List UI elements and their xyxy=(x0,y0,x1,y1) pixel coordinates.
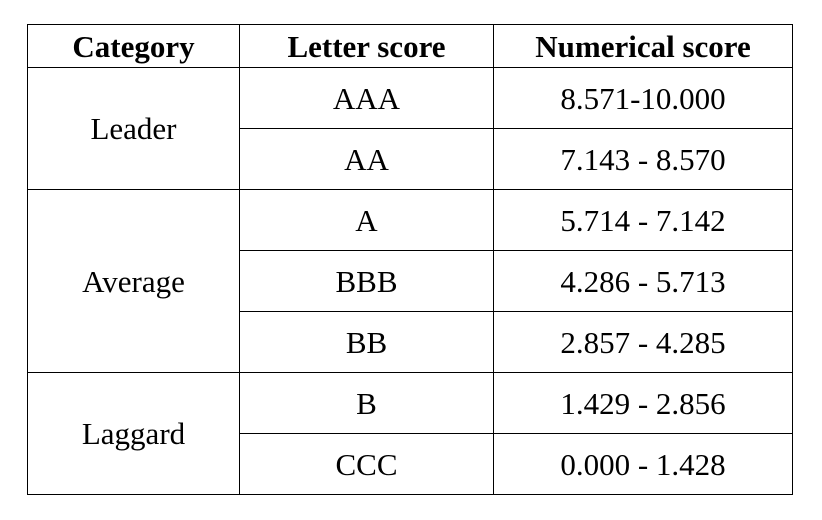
letter-score-cell: B xyxy=(240,373,494,434)
numerical-score-cell: 7.143 - 8.570 xyxy=(494,129,793,190)
numerical-score-cell: 0.000 - 1.428 xyxy=(494,434,793,495)
header-row xyxy=(28,25,793,68)
table-row xyxy=(28,190,793,251)
letter-score-cell: AA xyxy=(240,129,494,190)
category-cell-average: Average xyxy=(28,190,240,373)
numerical-score-cell: 1.429 - 2.856 xyxy=(494,373,793,434)
table-row xyxy=(28,68,793,129)
numerical-score-cell: 8.571-10.000 xyxy=(494,68,793,129)
table-header xyxy=(28,25,793,68)
header-category: Category xyxy=(28,25,240,68)
numerical-score-cell: 5.714 - 7.142 xyxy=(494,190,793,251)
letter-score-cell: A xyxy=(240,190,494,251)
header-letter-score: Letter score xyxy=(240,25,494,68)
letter-score-cell: CCC xyxy=(240,434,494,495)
letter-score-cell: BBB xyxy=(240,251,494,312)
score-table xyxy=(27,24,793,495)
table-body xyxy=(28,68,793,495)
numerical-score-cell: 2.857 - 4.285 xyxy=(494,312,793,373)
category-cell-leader: Leader xyxy=(28,68,240,190)
header-numerical-score: Numerical score xyxy=(494,25,793,68)
letter-score-cell: BB xyxy=(240,312,494,373)
letter-score-cell: AAA xyxy=(240,68,494,129)
category-cell-laggard: Laggard xyxy=(28,373,240,495)
table-row xyxy=(28,373,793,434)
numerical-score-cell: 4.286 - 5.713 xyxy=(494,251,793,312)
